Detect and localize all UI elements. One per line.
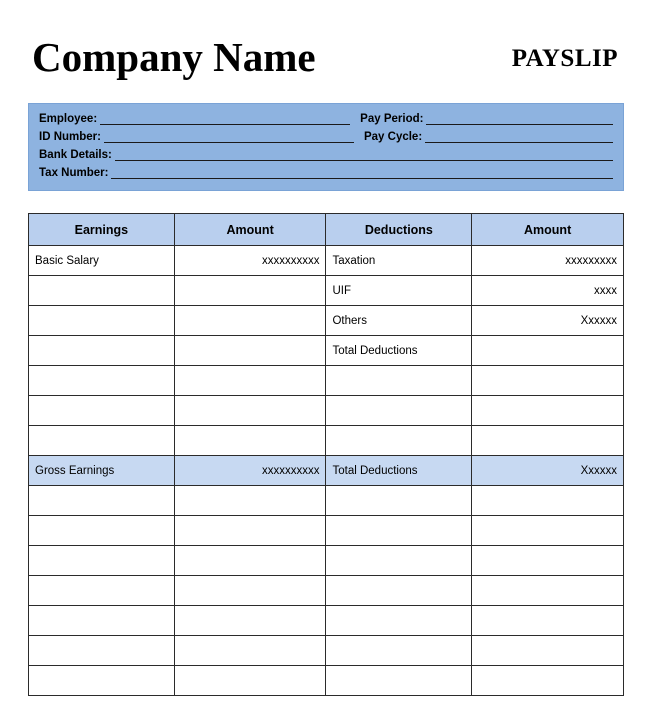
table-row	[29, 666, 624, 696]
id-number-input[interactable]	[104, 130, 354, 143]
cell-blank[interactable]	[472, 666, 624, 696]
cell-earning[interactable]: Basic Salary	[29, 246, 175, 276]
cell-blank[interactable]	[326, 576, 472, 606]
cell-blank[interactable]	[29, 516, 175, 546]
cell-gross-earnings[interactable]: Gross Earnings	[29, 456, 175, 486]
cell-blank[interactable]	[174, 606, 326, 636]
cell-earning[interactable]	[29, 276, 175, 306]
cell-gross-earnings-amount[interactable]: xxxxxxxxxx	[174, 456, 326, 486]
cell-earning[interactable]	[29, 306, 175, 336]
cell-blank[interactable]	[29, 576, 175, 606]
cell-deduction[interactable]	[326, 366, 472, 396]
cell-blank[interactable]	[326, 546, 472, 576]
table-row	[29, 636, 624, 666]
table-row	[29, 426, 624, 456]
cell-deduction[interactable]: Total Deductions	[326, 336, 472, 366]
pay-period-input[interactable]	[426, 112, 613, 125]
cell-total-deductions[interactable]: Total Deductions	[326, 456, 472, 486]
payslip-table	[28, 213, 624, 696]
document-title: PAYSLIP	[511, 45, 618, 73]
cell-earning[interactable]	[29, 336, 175, 366]
cell-blank[interactable]	[472, 606, 624, 636]
cell-blank[interactable]	[174, 546, 326, 576]
bank-details-input[interactable]	[115, 148, 613, 161]
info-row-employee-payperiod	[39, 112, 613, 125]
cell-blank[interactable]	[174, 576, 326, 606]
cell-deduction[interactable]	[326, 396, 472, 426]
cell-earning-amount[interactable]	[174, 306, 326, 336]
cell-deduction[interactable]	[326, 426, 472, 456]
cell-deduction-amount[interactable]: xxxxxxxxx	[472, 246, 624, 276]
cell-deduction[interactable]: Others	[326, 306, 472, 336]
cell-total-deductions-amount[interactable]: Xxxxxx	[472, 456, 624, 486]
cell-earning[interactable]	[29, 396, 175, 426]
cell-earning[interactable]	[29, 426, 175, 456]
cell-blank[interactable]	[472, 636, 624, 666]
cell-earning-amount[interactable]: xxxxxxxxxx	[174, 246, 326, 276]
pay-cycle-input[interactable]	[425, 130, 613, 143]
cell-blank[interactable]	[326, 606, 472, 636]
bank-details-label: Bank Details:	[39, 149, 112, 162]
id-number-label: ID Number:	[39, 131, 101, 144]
employee-label: Employee:	[39, 113, 98, 126]
cell-blank[interactable]	[29, 546, 175, 576]
cell-deduction-amount[interactable]	[472, 426, 624, 456]
table-row	[29, 396, 624, 426]
company-name: Company Name	[32, 34, 316, 80]
table-row	[29, 306, 624, 336]
table-row	[29, 276, 624, 306]
cell-blank[interactable]	[326, 636, 472, 666]
employee-info-band	[28, 103, 624, 191]
table-header-row	[29, 214, 624, 246]
cell-earning-amount[interactable]	[174, 336, 326, 366]
header-earnings: Earnings	[29, 214, 175, 246]
cell-deduction-amount[interactable]: Xxxxxx	[472, 306, 624, 336]
cell-blank[interactable]	[326, 666, 472, 696]
pay-period-label: Pay Period:	[360, 113, 424, 126]
header-amount-deductions: Amount	[472, 214, 624, 246]
cell-blank[interactable]	[174, 666, 326, 696]
cell-blank[interactable]	[326, 486, 472, 516]
table-row	[29, 516, 624, 546]
table-total-row	[29, 456, 624, 486]
info-row-tax-number	[39, 166, 613, 179]
header-amount-earnings: Amount	[174, 214, 326, 246]
table-row	[29, 546, 624, 576]
header-deductions: Deductions	[326, 214, 472, 246]
cell-blank[interactable]	[174, 636, 326, 666]
cell-blank[interactable]	[174, 486, 326, 516]
cell-blank[interactable]	[472, 516, 624, 546]
table-row	[29, 486, 624, 516]
cell-blank[interactable]	[29, 486, 175, 516]
payslip-table-body	[29, 246, 624, 696]
cell-earning[interactable]	[29, 366, 175, 396]
employee-input[interactable]	[100, 112, 350, 125]
payslip-table-wrapper	[28, 213, 624, 696]
cell-deduction[interactable]: UIF	[326, 276, 472, 306]
cell-deduction-amount[interactable]: xxxx	[472, 276, 624, 306]
cell-deduction-amount[interactable]	[472, 336, 624, 366]
table-row	[29, 246, 624, 276]
cell-blank[interactable]	[326, 516, 472, 546]
cell-blank[interactable]	[29, 666, 175, 696]
tax-number-input[interactable]	[111, 166, 613, 179]
cell-blank[interactable]	[29, 636, 175, 666]
cell-earning-amount[interactable]	[174, 396, 326, 426]
cell-blank[interactable]	[472, 546, 624, 576]
cell-blank[interactable]	[29, 606, 175, 636]
table-row	[29, 576, 624, 606]
tax-number-label: Tax Number:	[39, 167, 109, 180]
cell-earning-amount[interactable]	[174, 426, 326, 456]
cell-earning-amount[interactable]	[174, 276, 326, 306]
table-row	[29, 366, 624, 396]
cell-deduction-amount[interactable]	[472, 366, 624, 396]
cell-blank[interactable]	[472, 576, 624, 606]
cell-deduction-amount[interactable]	[472, 396, 624, 426]
pay-cycle-label: Pay Cycle:	[363, 131, 423, 144]
cell-blank[interactable]	[174, 516, 326, 546]
cell-earning-amount[interactable]	[174, 366, 326, 396]
document-header	[28, 0, 624, 85]
info-row-bank-details	[39, 148, 613, 161]
cell-deduction[interactable]: Taxation	[326, 246, 472, 276]
info-row-idnumber-paycycle	[39, 130, 613, 143]
table-row	[29, 606, 624, 636]
table-row	[29, 336, 624, 366]
cell-blank[interactable]	[472, 486, 624, 516]
